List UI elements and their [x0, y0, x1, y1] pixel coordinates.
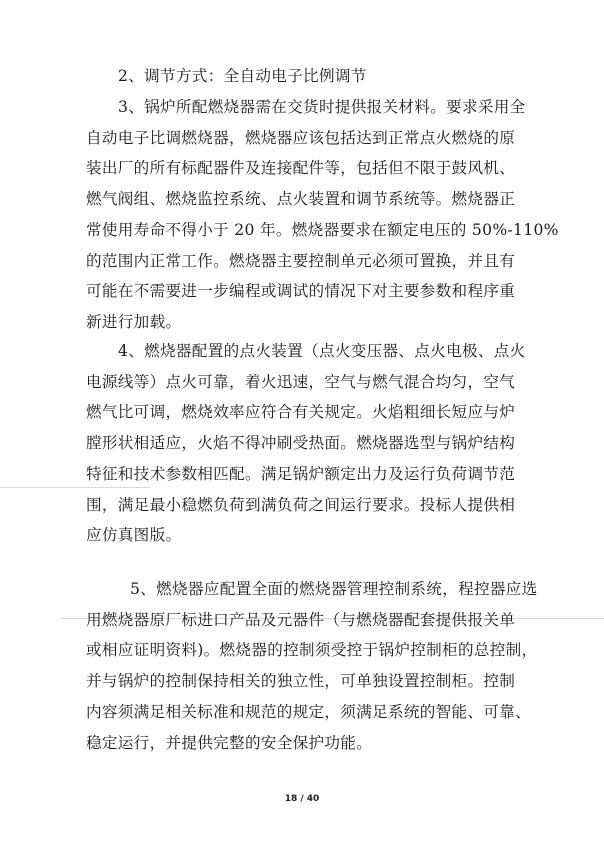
item-5-line: 或相应证明资料)。燃烧器的控制须受控于锅炉控制柜的总控制，: [86, 641, 538, 660]
item-5-line: 用燃烧器原厂标进口产品及元器件（与燃烧器配套提供报关单: [86, 610, 516, 629]
page-number: 18 / 40: [284, 794, 320, 804]
item-3-line: 装出厂的所有标配器件及连接配件等，包括但不限于鼓风机、: [86, 159, 516, 178]
item-5-paragraph: [86, 574, 540, 758]
item-3-line: 新进行加载。: [86, 312, 182, 331]
item-3-line: 可能在不需要进一步编程或调试的情况下对主要参数和程序重: [86, 282, 516, 301]
item-3-line: 自动电子比调燃烧器，燃烧器应该包括达到正常点火燃烧的原: [86, 128, 516, 147]
item-3-line: 燃气阀组、燃烧监控系统、点火装置和调节系统等。燃烧器正: [86, 190, 516, 209]
item-3-paragraph: [86, 92, 559, 338]
item-4-line: 燃气比可调，燃烧效率应符合有关规定。火焰粗细长短应与炉: [86, 403, 516, 422]
item-5-line: 内容须满足相关标准和规范的规定，须满足系统的智能、可靠、: [86, 702, 532, 721]
item-5-line: 5、燃烧器应配置全面的燃烧器管理控制系统，程控器应选: [130, 580, 538, 598]
item-2-text: 2、调节方式：全自动电子比例调节: [118, 67, 367, 85]
item-4-line: 电源线等）点火可靠，着火迅速，空气与燃气混合均匀，空气: [86, 372, 516, 391]
item-3-line: 的范围内正常工作。燃烧器主要控制单元必须可置换，并且有: [86, 251, 516, 270]
item-4-line: 应仿真图版。: [86, 526, 182, 545]
item-5-line: 并与锅炉的控制保持相关的独立性，可单独设置控制柜。控制: [86, 672, 516, 691]
item-4-line: 围，满足最小稳燃负荷到满负荷之间运行要求。投标人提供相: [86, 495, 516, 514]
item-4-line: 特征和技术参数相匹配。满足锅炉额定出力及运行负荷调节范: [86, 464, 516, 483]
item-3-line: 常使用寿命不得小于 20 年。燃烧器要求在额定电压的 50%-110%: [86, 220, 559, 239]
item-3-line: 3、锅炉所配燃烧器需在交货时提供报关材料。要求采用全: [118, 98, 526, 116]
item-4-line: 4、燃烧器配置的点火装置（点火变压器、点火电极、点火: [118, 342, 526, 360]
item-4-line: 膛形状相适应，火焰不得冲刷受热面。燃烧器选型与锅炉结构: [86, 434, 516, 453]
item-4-paragraph: [86, 336, 540, 551]
item-2-paragraph: [118, 61, 572, 92]
item-5-line: 稳定运行，并提供完整的安全保护功能。: [86, 733, 373, 752]
